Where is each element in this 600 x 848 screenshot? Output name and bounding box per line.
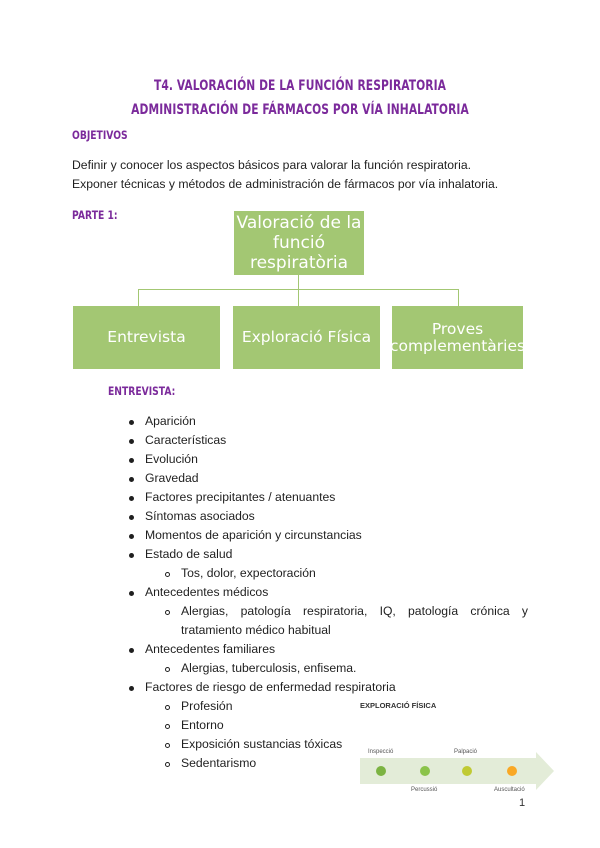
bullet-icon xyxy=(129,591,134,596)
sub-list-item: Profesión xyxy=(181,699,233,713)
list-item: Antecedentes médicos xyxy=(145,585,269,599)
title-line-1: T4. VALORACIÓN DE LA FUNCIÓN RESPIRATORIA xyxy=(153,78,447,94)
diagram-child-label: Exploració Física xyxy=(241,328,372,346)
sub-list-item: Alergias, tuberculosis, enfisema. xyxy=(181,661,357,675)
sub-list-item: Tos, dolor, expectoración xyxy=(181,566,316,580)
timeline-arrow-shape xyxy=(360,752,554,790)
diagram-child-exploracio xyxy=(233,306,380,369)
parte-heading: PARTE 1: xyxy=(72,208,118,222)
timeline-label: Inspecció xyxy=(368,749,394,755)
diagram-root-box xyxy=(234,211,364,275)
bullet-icon xyxy=(129,496,134,501)
timeline-label: Auscultació xyxy=(494,787,525,793)
list-item: Síntomas asociados xyxy=(145,509,255,523)
bullet-icon xyxy=(129,420,134,425)
sub-list-item: Sedentarismo xyxy=(181,756,257,770)
objetivos-heading: OBJETIVOS xyxy=(72,128,128,142)
objetivo-2: Exponer técnicas y métodos de administración de fármacos por vía inhalatoria. xyxy=(72,177,499,191)
objetivo-1: Definir y conocer los aspectos básicos para valorar la función respiratoria. xyxy=(72,158,471,172)
bullet-icon xyxy=(129,534,134,539)
sub-bullet-icon xyxy=(165,762,170,767)
diagram-child-proves xyxy=(389,306,526,369)
entrevista-heading: ENTREVISTA: xyxy=(108,384,176,398)
bullet-icon xyxy=(129,515,134,520)
sub-bullet-icon xyxy=(165,667,170,672)
sub-bullet-icon xyxy=(165,610,170,615)
list-item: Factores de riesgo de enfermedad respiratoria xyxy=(145,680,396,694)
connector-right xyxy=(458,289,459,306)
bullet-icon xyxy=(129,686,134,691)
bullet-icon xyxy=(129,439,134,444)
sub-list-item: Entorno xyxy=(181,718,224,732)
list-item: Características xyxy=(145,433,227,447)
sub-bullet-icon xyxy=(165,572,170,577)
timeline-label: Percussió xyxy=(411,787,438,793)
list-item: Aparición xyxy=(145,414,196,428)
list-item: Estado de salud xyxy=(145,547,233,561)
connector-left xyxy=(138,289,139,306)
list-item: Momentos de aparición y circunstancias xyxy=(145,528,362,542)
timeline-label: Palpació xyxy=(454,749,478,755)
list-item: Antecedentes familiares xyxy=(145,642,276,656)
timeline-dot xyxy=(462,766,472,776)
bullet-icon xyxy=(129,553,134,558)
list-item: Factores precipitantes / atenuantes xyxy=(145,490,336,504)
diagram-root-label: Valoració de la funció respiratòria xyxy=(236,213,362,273)
connector-middle xyxy=(298,289,299,306)
diagram-child-label: Entrevista xyxy=(107,328,186,346)
exploracion-title: EXPLORACIÓ FÍSICA xyxy=(360,701,437,710)
timeline-dot xyxy=(507,766,517,776)
diagram-child-entrevista xyxy=(73,306,220,369)
sub-bullet-icon xyxy=(165,724,170,729)
timeline-arrow xyxy=(360,748,556,794)
bullet-icon xyxy=(129,648,134,653)
bullet-icon xyxy=(129,458,134,463)
page-number: 1 xyxy=(519,797,526,809)
diagram-child-label: Proves complementàries xyxy=(389,319,526,355)
sub-bullet-icon xyxy=(165,705,170,710)
sub-list-item: Alergias, patología respiratoria, IQ, patología crónica y xyxy=(181,604,528,618)
connector-vertical xyxy=(298,275,299,290)
sub-bullet-icon xyxy=(165,743,170,748)
timeline-dot xyxy=(420,766,430,776)
bullet-icon xyxy=(129,477,134,482)
timeline-dot xyxy=(376,766,386,776)
title-line-2: ADMINISTRACIÓN DE FÁRMACOS POR VÍA INHALATORIA xyxy=(131,102,469,118)
sub-list-item-continuation: tratamiento médico habitual xyxy=(181,623,331,637)
list-item: Gravedad xyxy=(145,471,199,485)
list-item: Evolución xyxy=(145,452,198,466)
sub-list-item: Exposición sustancias tóxicas xyxy=(181,737,343,751)
